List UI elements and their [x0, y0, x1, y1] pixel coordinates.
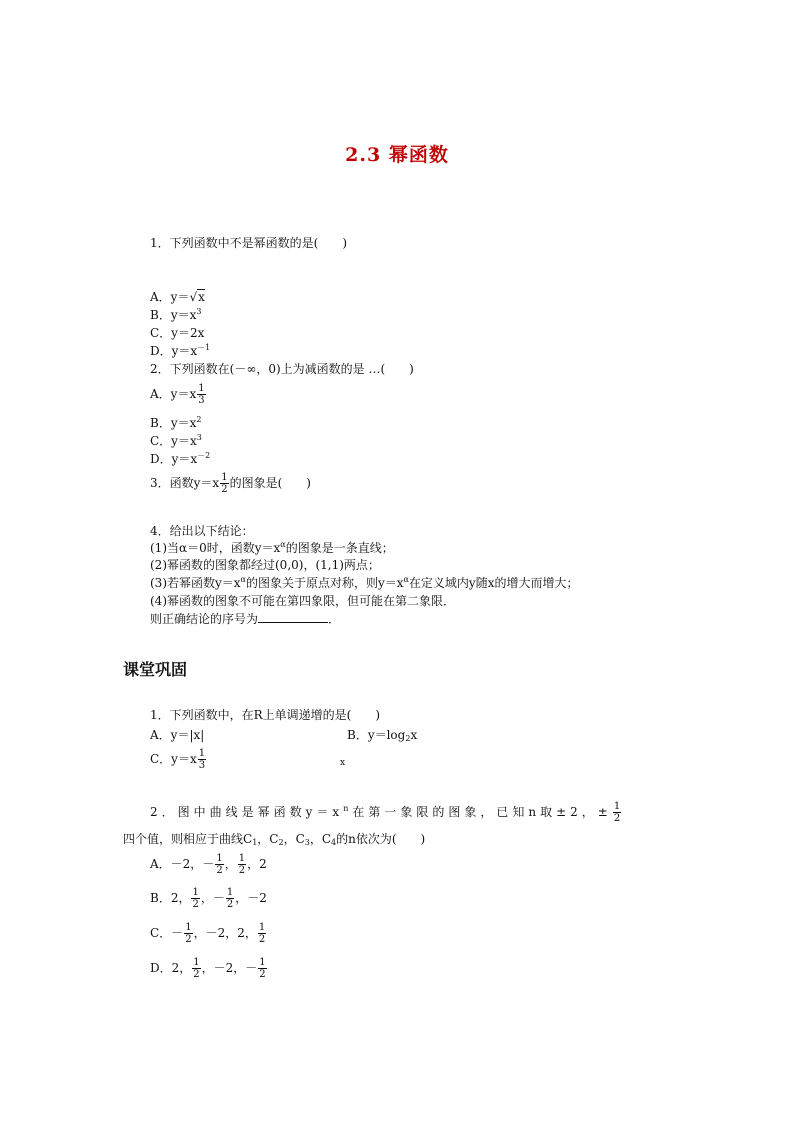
p1-stem: 1．下列函数中，在R上单调递增的是( ) — [150, 708, 381, 722]
q1-option-a: A．y＝√x — [150, 290, 205, 304]
p2-option-d: D．2， $\frac{1}{2}$ ，－2，－ $\frac{1}{2}$ — [150, 957, 266, 980]
q2-option-b: B．$y=x^2$ — [150, 415, 202, 430]
q4-answer-line: 则正确结论的序号为 ． — [150, 612, 341, 626]
p2-option-a: A．－2，－ $\frac{1}{2}$ ， $\frac{1}{2}$ ，2 — [150, 853, 267, 876]
q3-stem: 3．函数y＝x $\frac{1}{2}$ 的图象是( ) — [150, 472, 311, 495]
q2-option-d: D．$y=x^{-2}$ — [150, 451, 211, 466]
q1-option-c: C．y＝2x — [150, 326, 205, 340]
p2-stem-line2: 四个值，则相应于曲线$C_1$，$C_2$，$C_3$，$C_4$的n依次为( ) — [123, 832, 426, 847]
p1-option-b: B．$y=\log_2x$ — [347, 728, 418, 743]
p2-option-b: B．2， $\frac{1}{2}$ ，－ $\frac{1}{2}$ ，－2 — [150, 887, 267, 910]
p2-option-c: C．－ $\frac{1}{2}$ ，－2，2， $\frac{1}{2}$ — [150, 922, 266, 945]
page-title: 2.3 幂函数 — [345, 144, 449, 166]
q1-option-d: D．$y=x^{-1}$ — [150, 343, 211, 358]
q2-option-c: C．$y=x^3$ — [150, 433, 202, 448]
p1-option-c: C．y＝x $\frac{1}{3}$ — [150, 748, 206, 771]
q4-statement-1: (1)当α＝0时，函数$y=x^\alpha$的图象是一条直线； — [150, 540, 394, 555]
q2-option-a: A．y＝x $\frac{1}{3}$ — [150, 383, 205, 406]
q4-stem: 4．给出以下结论： — [150, 524, 254, 538]
p2-stem: 2．图中曲线是幂函数$y=x^n$在第一象限的图象，已知n取±2，± $\frac{1}{2}$ — [150, 801, 621, 824]
q4-statement-3: (3)若幂函数$y=x^\alpha$的图象关于原点对称，则$y=x^\alpha$在定义域内y随x的增大而增大； — [150, 575, 579, 590]
p1-option-a: A．y＝|x| — [150, 728, 205, 742]
p1-stray-x: x — [340, 758, 346, 768]
q1-option-b: B．$y=x^3$ — [150, 307, 202, 322]
q4-statement-2: (2)幂函数的图象都经过(0,0)，(1,1)两点； — [150, 558, 380, 572]
q4-statement-4: (4)幂函数的图象不可能在第四象限，但可能在第二象限． — [150, 594, 456, 608]
q2-stem: 2．下列函数在(－∞，0)上为减函数的是 …( ) — [150, 362, 414, 376]
q1-stem: 1．下列函数中不是幂函数的是( ) — [150, 236, 347, 250]
section-heading: 课堂巩固 — [123, 660, 188, 679]
answer-blank[interactable] — [258, 612, 328, 623]
